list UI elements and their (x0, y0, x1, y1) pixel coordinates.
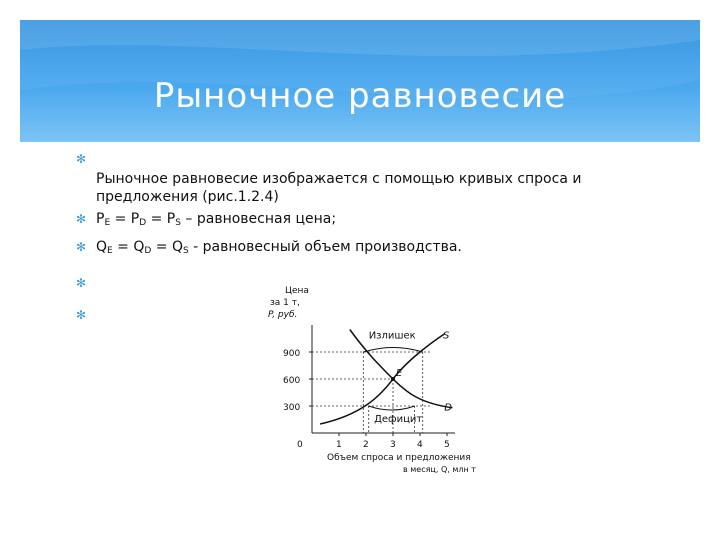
bullet-icon: ✻ (76, 276, 87, 290)
price-sub-d: D (139, 218, 147, 228)
supply-demand-chart (265, 285, 505, 485)
bullet-icon: ✻ (76, 308, 87, 322)
price-eq-1: = P (110, 211, 140, 227)
y-tick-label: 900 (283, 349, 301, 359)
equilibrium-label: E (396, 368, 403, 379)
qty-eq-1: = Q (112, 239, 145, 255)
y-label-line-1: Цена (285, 286, 309, 296)
bullet-empty-1 (76, 150, 676, 168)
deficit-bracket (369, 406, 415, 410)
x-tick-label: 3 (390, 440, 396, 450)
price-symbol: P (96, 211, 105, 227)
y-tick-label: 600 (283, 376, 301, 386)
y-label-line-3: P, руб. (268, 310, 298, 320)
qty-sub-s: S (182, 246, 189, 256)
price-desc: – равновесная цена; (180, 211, 337, 227)
supply-curve (320, 334, 444, 424)
bullet-icon: ✻ (76, 152, 87, 166)
bullet-icon: ✻ (76, 212, 87, 226)
title-banner (20, 20, 700, 142)
qty-sub-d: D (144, 246, 152, 256)
x-tick-label: 4 (417, 440, 423, 450)
equilibrium-point (391, 377, 395, 381)
surplus-bracket (363, 348, 422, 353)
qty-eq-2: = Q (151, 239, 183, 255)
bullet-text-definition: Рыночное равновесие изображается с помощью кривых спроса и предложения (рис.1.2.4) (96, 171, 582, 205)
y-axis-label (268, 286, 309, 320)
x-tick-label: 2 (363, 440, 369, 450)
qty-sub-e: E (107, 246, 113, 256)
qty-desc: - равновесный объем производства. (188, 239, 462, 255)
y-label-line-2: за 1 т, (270, 298, 300, 308)
x-label-line-2: в месяц, Q, млн т (403, 465, 476, 474)
price-eq-2: = P (146, 211, 176, 227)
x-tick-label: 0 (297, 440, 303, 450)
y-tick-group (283, 349, 312, 413)
price-sub-s: S (175, 218, 181, 228)
bullet-item-price (76, 210, 676, 232)
surplus-label: Излишек (368, 330, 416, 342)
x-tick-group (297, 433, 450, 450)
x-tick-label: 1 (336, 440, 342, 450)
x-tick-label: 5 (444, 440, 450, 450)
demand-label: D (444, 402, 453, 414)
y-tick-label: 300 (283, 403, 301, 413)
bullet-icon: ✻ (76, 240, 87, 254)
deficit-label: Дефицит (374, 414, 423, 426)
price-sub-e: E (104, 218, 111, 228)
bullet-item-definition (76, 170, 676, 206)
x-label-line-1: Объем спроса и предложения (327, 453, 471, 463)
qty-symbol: Q (96, 239, 108, 255)
supply-label: S (442, 330, 450, 342)
slide-title: Рыночное равновесие (153, 76, 567, 116)
bullet-item-quantity (76, 238, 676, 260)
